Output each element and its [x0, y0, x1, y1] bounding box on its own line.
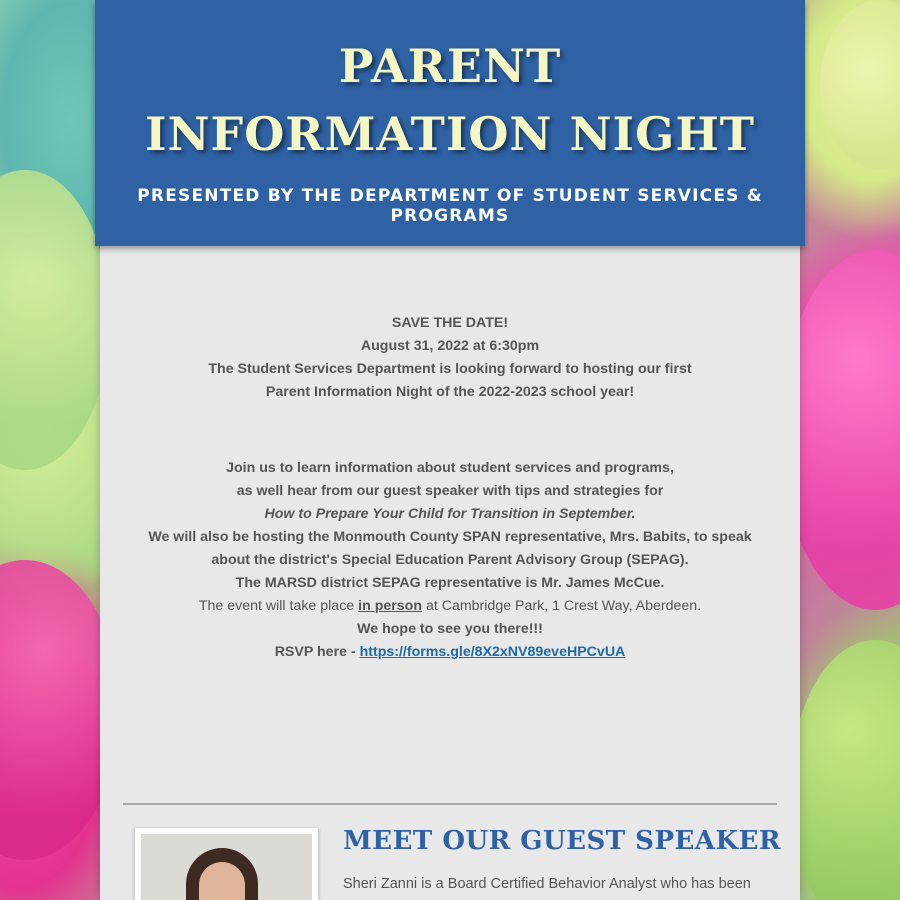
- speaker-photo: [141, 834, 312, 900]
- speaker-photo-frame: [135, 828, 318, 900]
- green-balloon-right: [790, 640, 900, 900]
- speaker-bio: Sheri Zanni is a Board Certified Behavior Analyst who has been: [343, 876, 751, 892]
- event-details: [100, 246, 800, 664]
- join-line-2: as well hear from our guest speaker with tips and strategies for: [236, 483, 664, 499]
- spacer: [100, 246, 800, 312]
- span-line-2: about the district's Special Education Parent Advisory Group (SEPAG).: [211, 552, 689, 568]
- event-location: [100, 595, 800, 618]
- join-line-1: Join us to learn information about student services and programs,: [226, 460, 674, 476]
- title-line-1: PARENT: [338, 39, 562, 93]
- rsvp-link[interactable]: https://forms.gle/8X2xNV89eveHPCvUA: [359, 644, 626, 660]
- intro-line-1: The Student Services Department is looking forward to hosting our first: [208, 361, 692, 377]
- page-subtitle: PRESENTED BY THE DEPARTMENT OF STUDENT SERVICES & PROGRAMS: [137, 186, 763, 226]
- save-the-date-heading: SAVE THE DATE!: [391, 315, 509, 331]
- speaker-section-title: MEET OUR GUEST SPEAKER: [343, 826, 782, 856]
- rsvp-prefix: RSVP here -: [274, 644, 360, 660]
- location-suffix: at Cambridge Park, 1 Crest Way, Aberdeen.: [422, 598, 702, 614]
- location-prefix: The event will take place: [198, 598, 359, 614]
- event-date: August 31, 2022 at 6:30pm: [360, 338, 540, 354]
- join-line-3: How to Prepare Your Child for Transition in September.: [264, 506, 636, 522]
- sepag-representative: The MARSD district SEPAG representative is Mr. James McCue.: [235, 575, 665, 591]
- speaker-face: [199, 862, 245, 900]
- span-line-1: We will also be hosting the Monmouth County SPAN representative, Mrs. Babits, to speak: [148, 529, 752, 545]
- intro-line-2: Parent Information Night of the 2022-2023 school year!: [265, 384, 635, 400]
- yellow-balloon-right: [820, 0, 900, 170]
- closing-message: We hope to see you there!!!: [357, 621, 543, 637]
- title-line-2: INFORMATION NIGHT: [144, 107, 756, 161]
- rsvp-line: [100, 641, 800, 664]
- green-balloon-left: [0, 170, 110, 470]
- location-emphasis: in person: [358, 598, 422, 614]
- header-banner: [95, 0, 805, 246]
- section-divider: [123, 803, 777, 805]
- page-title: [95, 0, 805, 168]
